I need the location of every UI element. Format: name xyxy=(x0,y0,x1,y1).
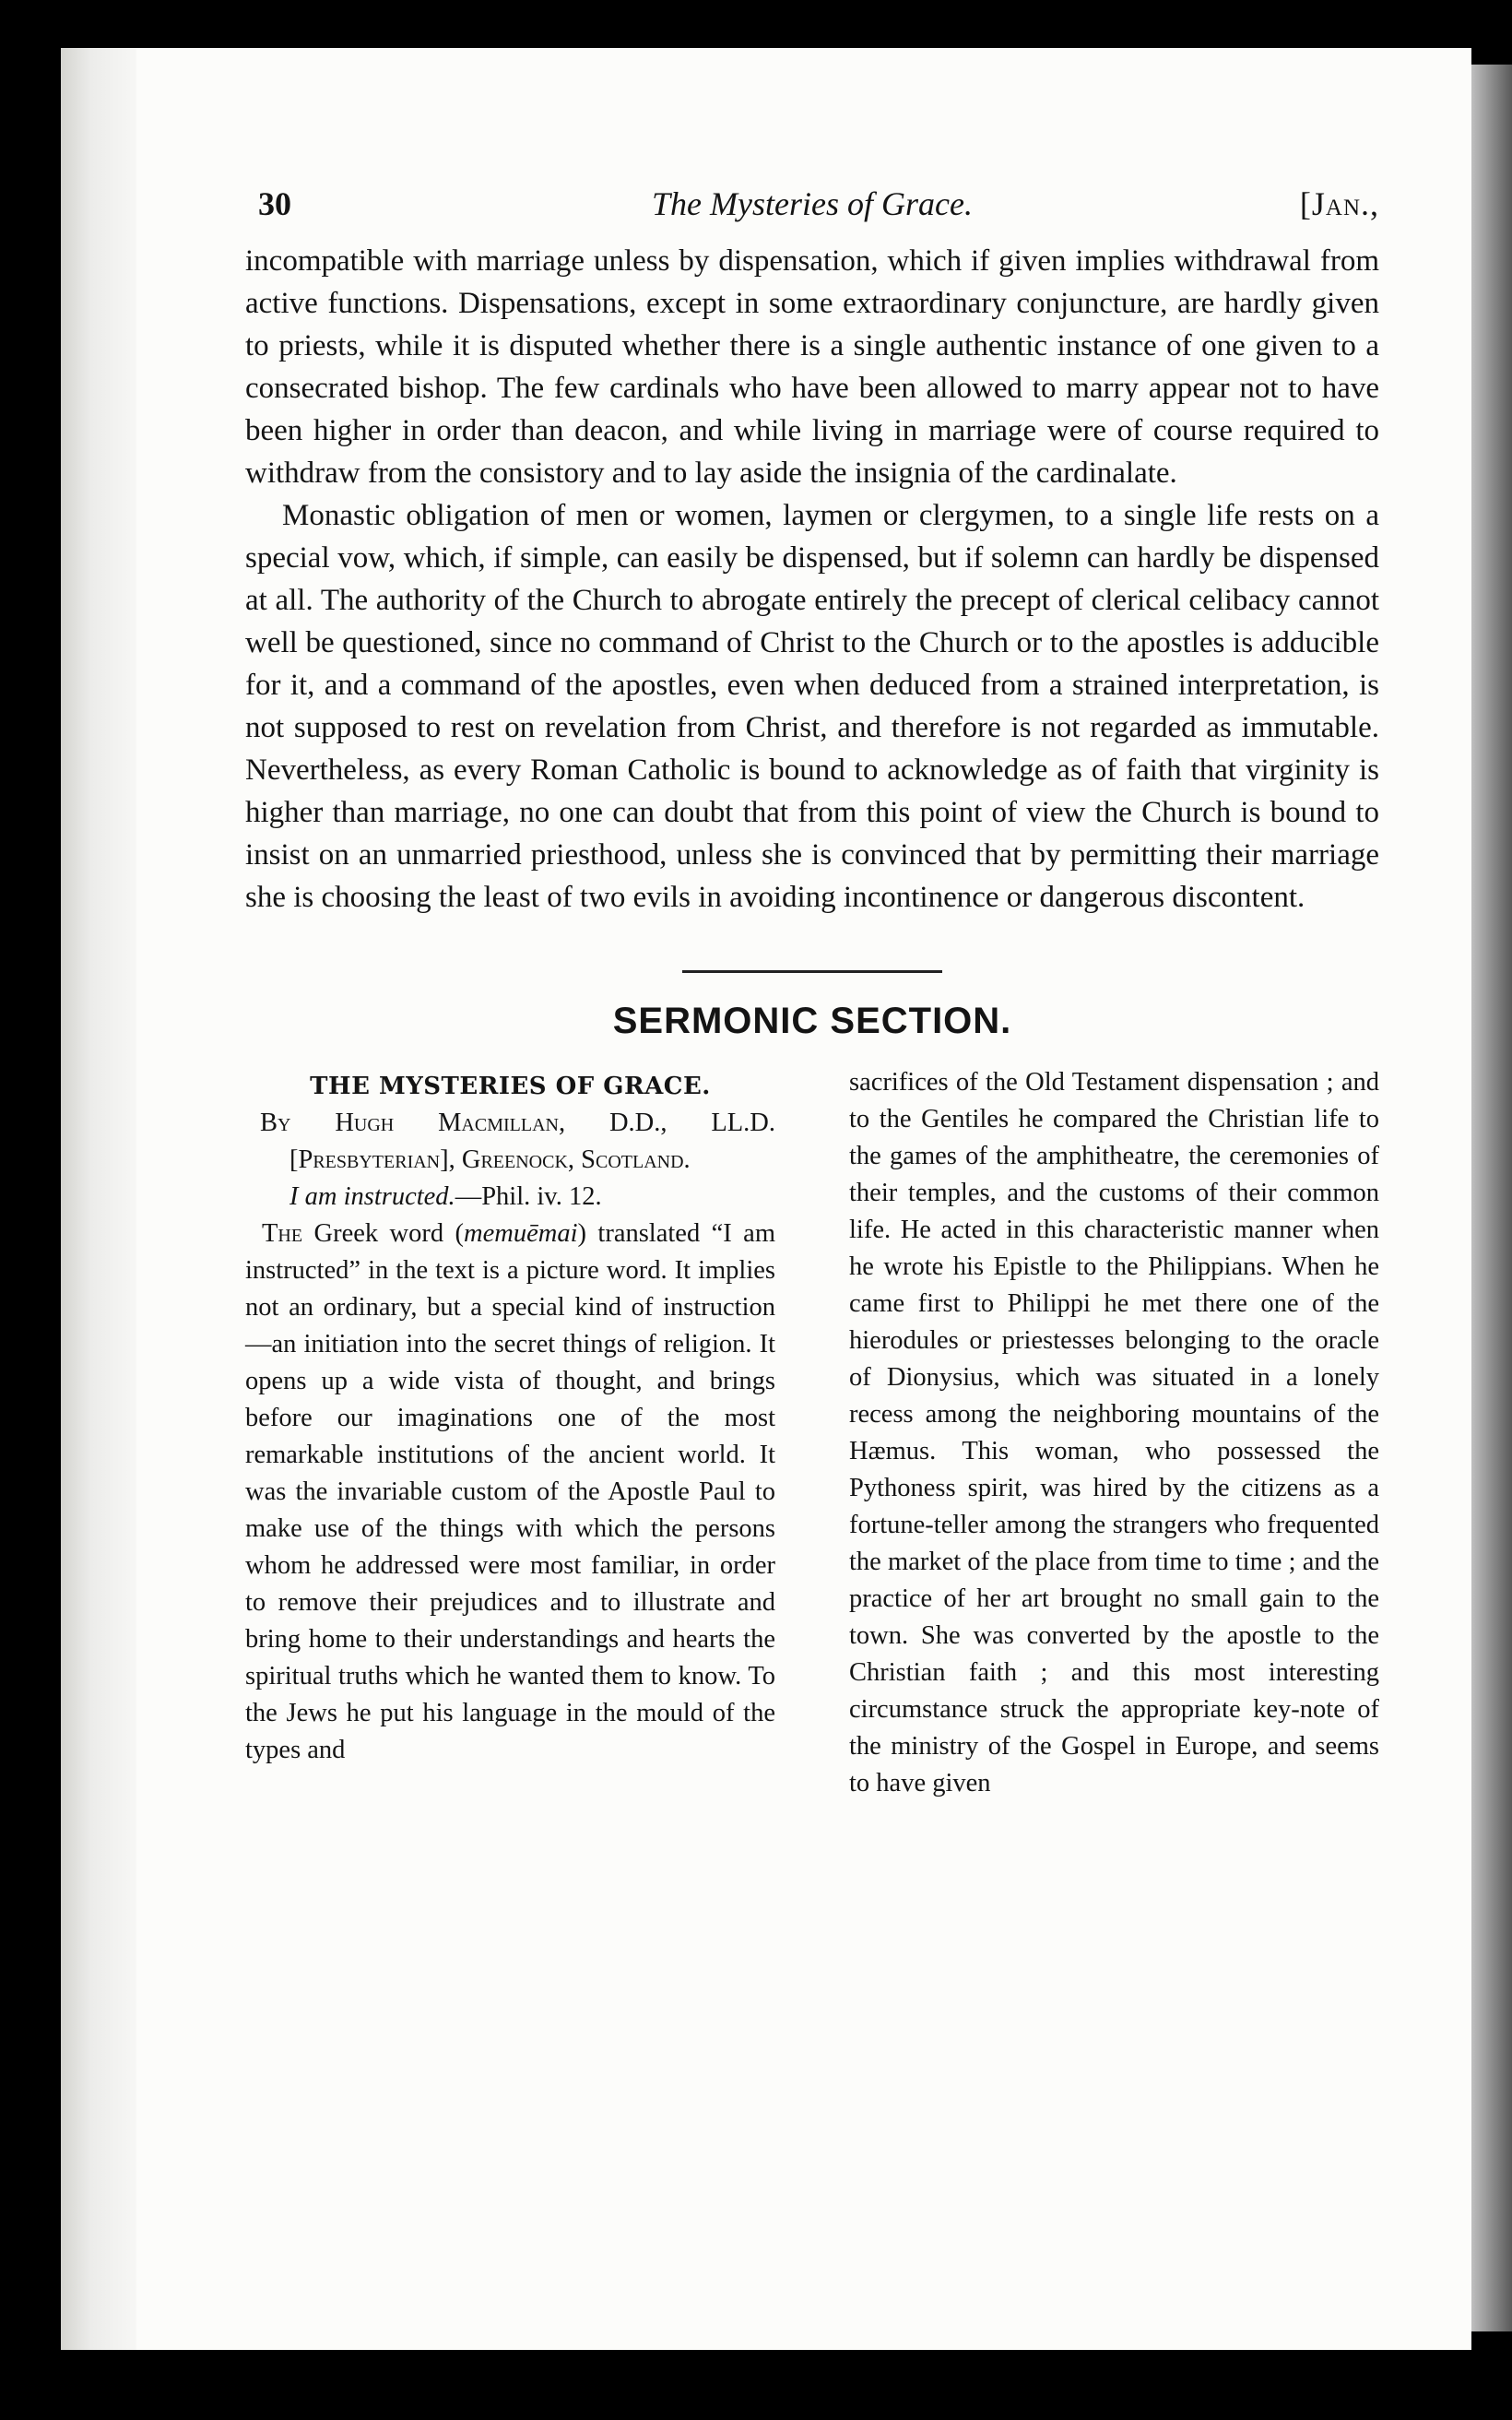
para-lead: Greek word ( xyxy=(302,1219,465,1248)
right-column xyxy=(849,1064,1379,1802)
article-title: THE MYSTERIES OF GRACE. xyxy=(310,1073,711,1100)
left-column xyxy=(245,1064,775,1802)
para-rest: ) translated “I am instructed” in the text is a picture word. It implies not an ordinary, but a special kind of instruction—an initiation into the secret things of religion. It opens up a wide vista of thought, and brings before our imaginations one of the most remarkable institutions of the ancient world. It was the invariable custom of the Apostle Paul to make use of the things with which the persons whom he addressed were most familiar, in order to remove their prejudices and to illustrate and bring home to their understandings and hearts the spiritual truths which he wanted them to know. To the Jews he put his language in the mould of the types and xyxy=(245,1219,775,1764)
page-number: 30 xyxy=(258,185,291,222)
two-column-article xyxy=(245,1064,1379,1802)
running-month: [Jan., xyxy=(1299,185,1379,222)
page-right-shadow xyxy=(1471,65,1512,2331)
body-text xyxy=(245,240,1379,919)
scripture-citation: —Phil. iv. 12. xyxy=(455,1182,602,1211)
running-title: The Mysteries of Grace. xyxy=(652,185,973,222)
section-divider xyxy=(682,970,942,973)
scripture-text xyxy=(245,1179,775,1216)
section-title: SERMONIC SECTION. xyxy=(612,1001,1012,1041)
article-paragraph xyxy=(245,1216,775,1769)
byline-affiliation: [Presbyterian], Greenock, Scotland. xyxy=(289,1145,691,1174)
paragraph: Monastic obligation of men or women, laymen or clergymen, to a single life rests on a special vow, which, if simple, can easily be dispensed, but if solemn can hardly be dispensed at all. The authority of the Church to abrogate entirely the precept of clerical celibacy cannot well be questioned, since no command of Christ to the Church or to the apostles is adducible for it, and a command of the apostles, even when deduced from a strained interpretation, is not supposed to rest on revelation from Christ, and therefore is not regarded as immutable. Nevertheless, as every Roman Catholic is bound to acknowledge as of faith that virginity is higher than marriage, no one can doubt that from this point of view the Church is bound to insist on an unmarried priesthood, unless she is convinced that by permitting their marriage she is choosing the least of two evils in avoiding incontinence or dangerous discontent. xyxy=(245,499,1379,914)
book-page xyxy=(61,48,1471,2350)
page-gutter-edge xyxy=(61,48,136,2350)
byline xyxy=(245,1105,775,1179)
greek-word: memuēmai xyxy=(464,1219,578,1248)
running-head xyxy=(245,184,1379,240)
page-content xyxy=(245,184,1379,1802)
scripture-quote: I am instructed. xyxy=(289,1182,455,1211)
paragraph: incompatible with marriage unless by dispensation, which if given implies withdrawal from active functions. Dispensations, except in some extraordinary conjuncture, are hardly given to priests, while it is disputed whether there is a single authentic instance of one given to a consecrated bishop. The few cardinals who have been allowed to marry appear not to have been higher in order than deacon, and while living in marriage were of course required to withdraw from the consistory and to lay aside the insignia of the cardinalate. xyxy=(245,244,1379,490)
byline-by: By xyxy=(260,1109,291,1137)
byline-author: Hugh Macmillan, D.D., LL.D. xyxy=(335,1109,775,1137)
article-paragraph-continued: sacrifices of the Old Testament dispensation ; and to the Gentiles he compared the Christian life to the games of the amphitheatre, the ceremonies of their temples, and the customs of their common life. He acted in this characteristic manner when he wrote his Epistle to the Philippians. When he came first to Philippi he met there one of the hierodules or priestesses belonging to the oracle of Dionysius, which was situated in a lonely recess among the neighboring mountains of the Hæmus. This woman, who possessed the Pythoness spirit, was hired by the citizens as a fortune-teller among the strangers who frequented the market of the place from time to time ; and the practice of her art brought no small gain to the town. She was converted by the apostle to the Christian faith ; and this most interesting circumstance struck the appropriate key-note of the ministry of the Gospel in Europe, and seems to have given xyxy=(849,1068,1379,1797)
drop-word: The xyxy=(262,1219,303,1248)
